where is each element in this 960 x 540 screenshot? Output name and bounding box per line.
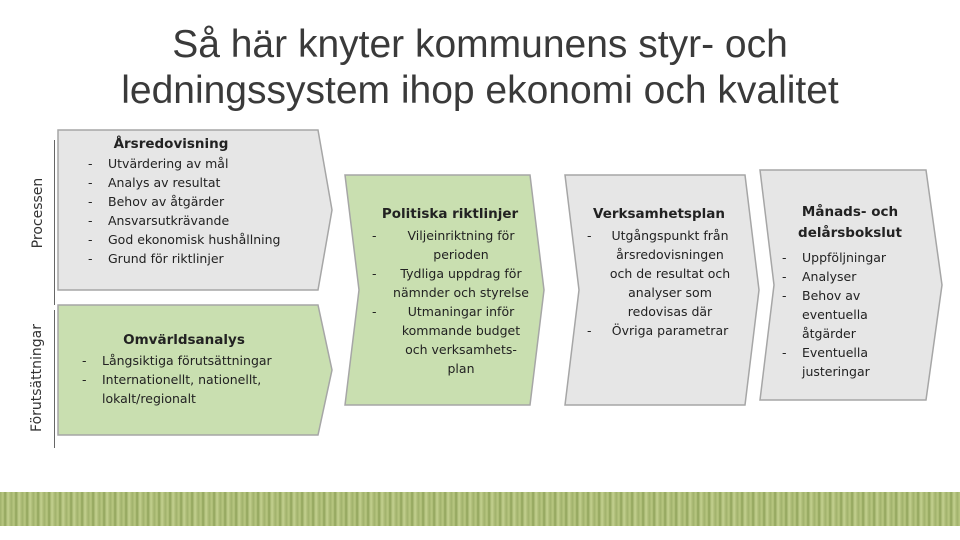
list-item bbox=[370, 302, 530, 378]
politiska-title: Politiska riktlinjer bbox=[381, 206, 519, 222]
list-item: - Långsiktiga förutsättningar bbox=[80, 351, 310, 370]
list-item bbox=[585, 321, 733, 340]
manads-title: Månads- och delårsbokslut bbox=[798, 204, 902, 241]
omvarldsanalys-title: Omvärldsanalys bbox=[123, 332, 245, 348]
list-item-text: - Utmaningar inför kommande budget och verksamhets-plan bbox=[401, 304, 521, 376]
list-item bbox=[780, 343, 920, 381]
list-item: - Internationellt, nationellt, lokalt/regionalt bbox=[80, 370, 310, 408]
list-item-text: - Tydliga uppdrag för nämnder och styrelse bbox=[393, 266, 529, 300]
manads-box bbox=[780, 202, 920, 381]
list-item bbox=[780, 286, 920, 343]
politiska-box bbox=[370, 204, 530, 378]
verksamhetsplan-title: Verksamhetsplan bbox=[593, 206, 725, 222]
list-item bbox=[370, 226, 530, 264]
verksamhetsplan-list bbox=[585, 226, 733, 340]
omvarldsanalys-list bbox=[80, 351, 310, 408]
list-item: - Analys av resultat bbox=[86, 173, 316, 192]
politiska-list bbox=[370, 226, 530, 378]
list-item: - Ansvarsutkrävande bbox=[86, 211, 316, 230]
list-item-text: - Övriga parametrar bbox=[611, 323, 729, 338]
decorative-bottom-bar bbox=[0, 492, 960, 526]
process-side-label: Processen bbox=[30, 177, 46, 249]
list-item bbox=[370, 264, 530, 302]
arsredovisning-title: Årsredovisning bbox=[113, 136, 229, 152]
title-line-2: ledningssystem ihop ekonomi och kvalitet bbox=[121, 69, 839, 112]
omvarldsanalys-box bbox=[80, 330, 310, 408]
list-item-text: - Eventuella justeringar bbox=[802, 345, 870, 379]
title-line-1: Så här knyter kommunens styr- och bbox=[172, 23, 788, 66]
list-item bbox=[780, 248, 920, 267]
list-item bbox=[585, 226, 733, 321]
verksamhetsplan-box bbox=[585, 204, 733, 340]
list-item bbox=[780, 267, 920, 286]
list-item: - God ekonomisk hushållning bbox=[86, 230, 316, 249]
list-item: - Utvärdering av mål bbox=[86, 154, 316, 173]
list-item-text: - Behov av eventuella åtgärder bbox=[802, 288, 868, 341]
list-item-text: - Analyser bbox=[802, 269, 857, 284]
list-item: - Behov av åtgärder bbox=[86, 192, 316, 211]
manads-list bbox=[780, 248, 920, 381]
arsredovisning-list bbox=[66, 154, 316, 268]
list-item-text: - Utgångspunkt från årsredovisningen och de resultat och analyser som redovisas där bbox=[609, 228, 731, 319]
list-item-text: - Uppföljningar bbox=[802, 250, 887, 265]
list-item-text: - Viljeinriktning för perioden bbox=[407, 228, 515, 262]
arsredovisning-box bbox=[66, 134, 316, 268]
list-item: - Grund för riktlinjer bbox=[86, 249, 316, 268]
prerequisites-side-label: Förutsättningar bbox=[29, 324, 45, 432]
